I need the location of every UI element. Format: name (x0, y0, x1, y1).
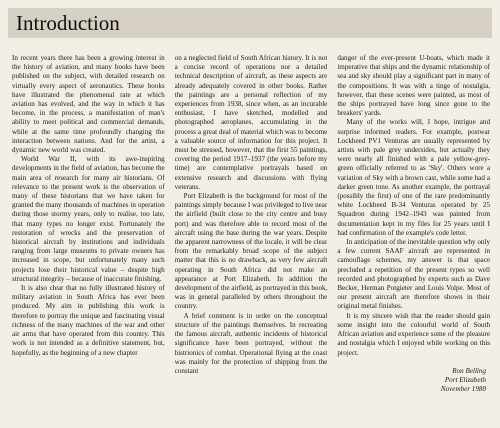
paragraph: Port Elizabeth is the background for most of the paintings simply because I was privileged to live near the airfield (built close to the city centre and busy port) and was therefore able to record most of the aircraft using the base during the war years. Despite the apparent narrowness of the locale, it will be clear from the remarkably broad scope of the subject matter that this is no drawback, as very few aircraft operating in South Africa did not make an appearance at Port Elizabeth. In addition the development of the airfield, as portrayed in this book, was in general paralleled by others throughout the country. (174, 192, 328, 311)
column-2 (175, 54, 328, 424)
paragraph: It is also clear that no fully illustrated history of military aviation in South Africa has ever been produced. My aim in publishing this work is therefore to portray the unique and fascinating visual richness of the many machines of the war and other air arms that have operated from this country. This work is not intended as a definitive statement, but, hopefully, as the beginning of a new chapter (12, 284, 165, 357)
text-columns (12, 54, 490, 424)
paragraph: World War II, with its awe-inspiring developments in the field of aviation, has become the main area of research for many air historians. Of relevance to the present work is the observation of many of these historians that we have taken for granted the many thousands of machines in operation during those stormy years, only to realise, too late, that many types no longer exist. Fortunately the restoration of wrecks and the preservation of historical aircraft by institutions and individuals ranging from large museums to private owners has increased in scope, but unfortunately many such projects lose their historical value – despite high structural integrity – because of inaccurate finishing. (12, 155, 165, 283)
column-1 (12, 54, 165, 424)
paragraph: on a neglected field of South African history. It is not a concise record of operations nor a detailed technical description of aircraft, as these aspects are already adequately covered in other books. Rather the paintings are a personal reflection of my experiences from 1938, since when, as an incurable enthusiast, I have sketched, modelled and photographed aeroplanes, accumulating in the process a great deal of material which was to become a valuable source of information for this project. It must be stressed, however, that the first 55 paintings, covering the period 1917–1937 (the years before my time) are contemplative portrayals based on extensive research and discussions with flying veterans. (174, 54, 328, 191)
column-3 (337, 54, 490, 424)
paragraph: Many of the works will, I hope, intrigue and surprise informed readers. For example, postwar Lockheed PV1 Venturas are usually represented by artists with pale grey undersides, but actually they were nearly all finished with a pale yellow-grey-green officially referred to as 'Sky'. Others wore a variation of Sky with a brown cast, while some had a darker green tone. As another example, the portrayal (possibly the first) of one of the rare predominantly white Lockheed B-34 Venturas operated by 25 Squadron during 1942–1943 was painted from documentation kept in my files for 25 years until I had confirmation of the example's code letter. (337, 118, 490, 237)
paragraph: In recent years there has been a growing interest in the history of aviation, and many books have been published on the subject, with detailed research on virtually every aspect of aeronautics. These books have illustrated the phenomenal rate at which aviation has evolved, and the way in which it has become, in the process, a manifestation of man's ability to meet political and commercial demands, while at the same time profoundly changing the interaction between nations. And for the artist, a dynamic new world was created. (12, 54, 165, 155)
author-name: Ron Belling (452, 366, 486, 375)
author-place: Port Elizabeth (444, 375, 486, 384)
title-bar (8, 8, 492, 38)
paragraph: danger of the ever-present U-boats, which made it imperative that ships and the dynamic relationship of sea and sky should play a significant part in many of the compositions. It was with a tinge of nostalgia, however, that these scenes were painted, as most of the ships portrayed have long since gone to the breakers' yards. (337, 54, 490, 118)
page-title: Introduction (16, 11, 120, 35)
signature-block (337, 367, 490, 395)
signature-date: November 1988 (440, 385, 486, 394)
paragraph: It is my sincere wish that the reader should gain some insight into the colourful world of South African aviation and experience some of the pleasure and nostalgia which I enjoyed while working on this project. (337, 311, 490, 357)
paragraph: In anticipation of the inevitable question why only a few current SAAF aircraft are represented in camouflage schemes, my answer is that space precluded a repetition of the present types so well recorded and photographed by experts such as Dave Becker, Herman Potgieter and Louis Volpe. Most of our present aircraft are therefore shown in their original metal finishes. (337, 238, 490, 311)
paragraph: A brief comment is in order on the conceptual structure of the paintings themselves. In recreating the famous aircraft, authentic incidents of historical significance have been portrayed, without the histrionics of combat. Operational flying at the coast was mainly for the protection of shipping from the constant (174, 311, 328, 375)
